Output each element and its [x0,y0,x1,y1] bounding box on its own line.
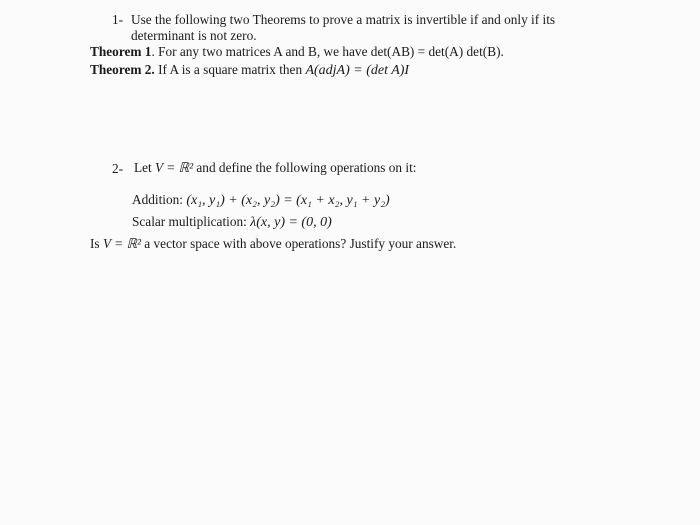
scalar-formula: λ(x, y) = (0, 0) [250,215,332,230]
theorem-2-label: Theorem 2. [90,62,155,77]
theorem-2-formula: A(adjA) = (det A)I [305,63,410,78]
problem-1-text-line-2: determinant is not zero. [131,28,257,43]
problem-2-intro-suffix: and define the following operations on it: [196,160,417,175]
question-suffix: a vector space with above operations? Justify your answer. [144,236,457,251]
problem-2-intro-prefix: Let [134,160,152,175]
question-prefix: Is [90,236,100,251]
problem-1-text-line-1: Use the following two Theorems to prove a matrix is invertible if and only if its [131,12,556,27]
scalar-label: Scalar multiplication: [132,214,247,229]
scalar-line [132,214,332,231]
addition-line [132,192,390,209]
problem-2-intro-formula: V = ℝ² [155,160,194,175]
problem-1-number: 1- [112,12,124,27]
theorem-2 [90,62,409,79]
problem-2-intro [134,160,417,176]
theorem-2-text: If A is a square matrix then [158,62,303,77]
addition-label: Addition: [132,192,183,207]
problem-2-number: 2- [112,161,124,176]
question-line [90,236,456,252]
theorem-1-label: Theorem 1 [90,44,152,59]
theorem-1-text: . For any two matrices A and B, we have det(AB) = det(A) det(B). [151,44,504,59]
theorem-1 [90,44,504,60]
question-formula: V = ℝ² [102,236,141,251]
addition-formula: (x₁, y₁) + (x₂, y₂) = (x₁ + x₂, y₁ + y₂) [186,193,390,208]
